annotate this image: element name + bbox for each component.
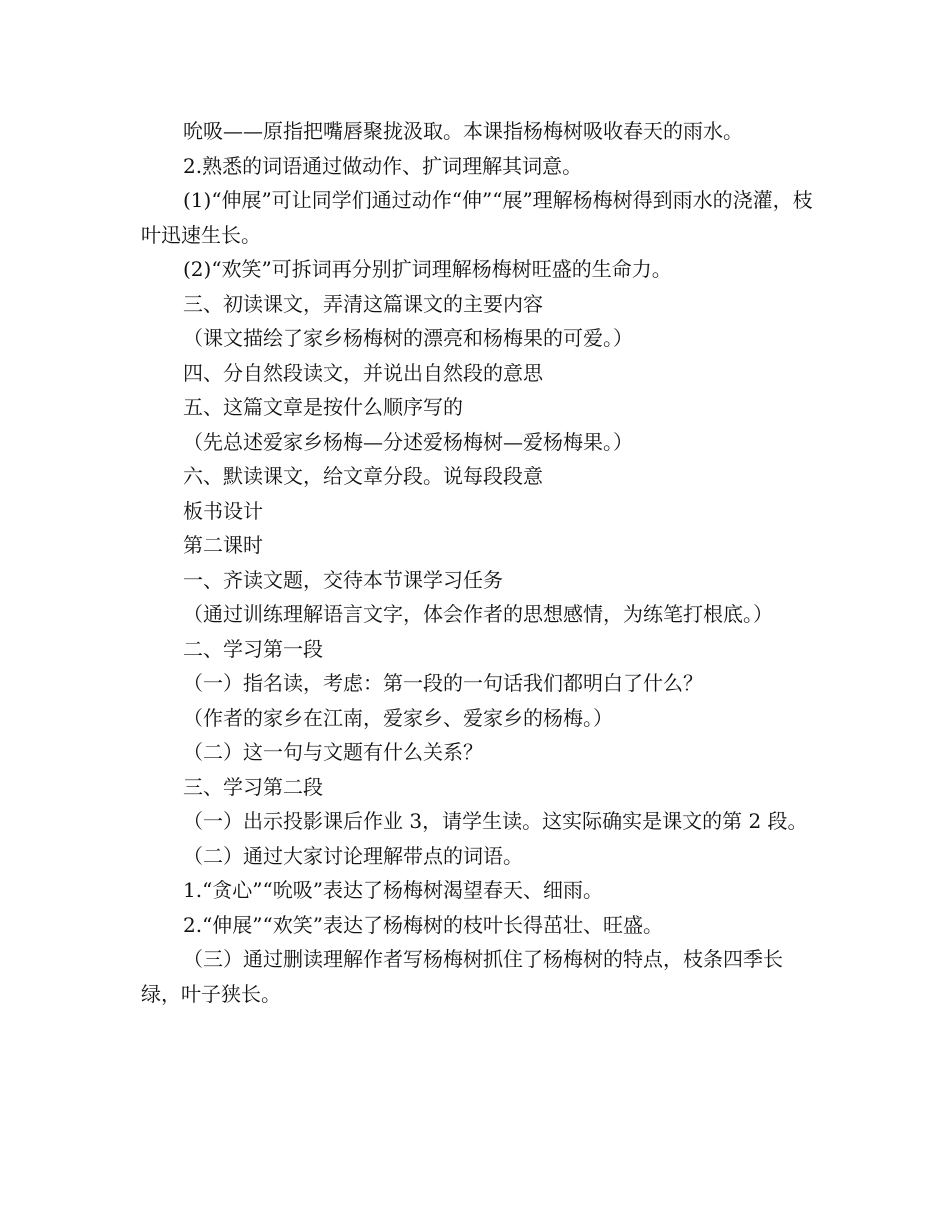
paragraph-14: （通过训练理解语言文字，体会作者的思想感情，为练笔打根底。） xyxy=(183,602,773,626)
paragraph-10: 六、默读课文，给文章分段。说每段段意 xyxy=(183,464,543,488)
paragraph-7: 四、分自然段读文，并说出自然段的意思 xyxy=(183,360,543,385)
paragraph-23: 2.“伸展”“欢笑”表达了杨梅树的枝叶长得茁壮、旺盛。 xyxy=(183,912,663,937)
paragraph-24: （三）通过删读理解作者写杨梅树抓住了杨梅树的特点，枝条四季长绿，叶子狭长。 xyxy=(141,947,783,1006)
paragraph-2: 2.熟悉的词语通过做动作、扩词理解其词意。 xyxy=(183,153,583,178)
paragraph-19: 三、学习第二段 xyxy=(183,774,323,799)
paragraph-15: 二、学习第一段 xyxy=(183,636,323,661)
paragraph-12: 第二课时 xyxy=(183,533,263,557)
paragraph-20: （一）出示投影课后作业 3，请学生读。这实际确实是课文的第 2 段。 xyxy=(183,809,808,833)
paragraph-9: （先总述爱家乡杨梅—分述爱杨梅树—爱杨梅果。） xyxy=(183,429,633,454)
paragraph-6: （课文描绘了家乡杨梅树的漂亮和杨梅果的可爱。） xyxy=(183,326,633,350)
paragraph-8: 五、这篇文章是按什么顺序写的 xyxy=(183,395,463,419)
paragraph-16: （一）指名读，考虑：第一段的一句话我们都明白了什么？ xyxy=(183,671,703,695)
paragraph-22: 1.“贪心”“吮吸”表达了杨梅树渴望春天、细雨。 xyxy=(183,878,603,902)
paragraph-18: （二）这一句与文题有什么关系？ xyxy=(183,740,483,764)
paragraph-17: （作者的家乡在江南，爱家乡、爱家乡的杨梅。） xyxy=(183,705,613,730)
paragraph-3: (1)“伸展”可让同学们通过动作“伸”“展”理解杨梅树得到雨水的浇灌，枝叶迅速生长。 xyxy=(141,188,813,247)
paragraph-13: 一、齐读文题，交待本节课学习任务 xyxy=(183,567,503,592)
paragraph-5: 三、初读课文，弄清这篇课文的主要内容 xyxy=(183,291,543,316)
paragraph-1: 吮吸——原指把嘴唇聚拢汲取。本课指杨梅树吸收春天的雨水。 xyxy=(183,119,743,143)
paragraph-11: 板书设计 xyxy=(183,498,263,523)
paragraph-4: (2)“欢笑”可拆词再分别扩词理解杨梅树旺盛的生命力。 xyxy=(183,257,672,281)
document-body xyxy=(141,114,813,1011)
paragraph-21: （二）通过大家讨论理解带点的词语。 xyxy=(183,843,523,868)
